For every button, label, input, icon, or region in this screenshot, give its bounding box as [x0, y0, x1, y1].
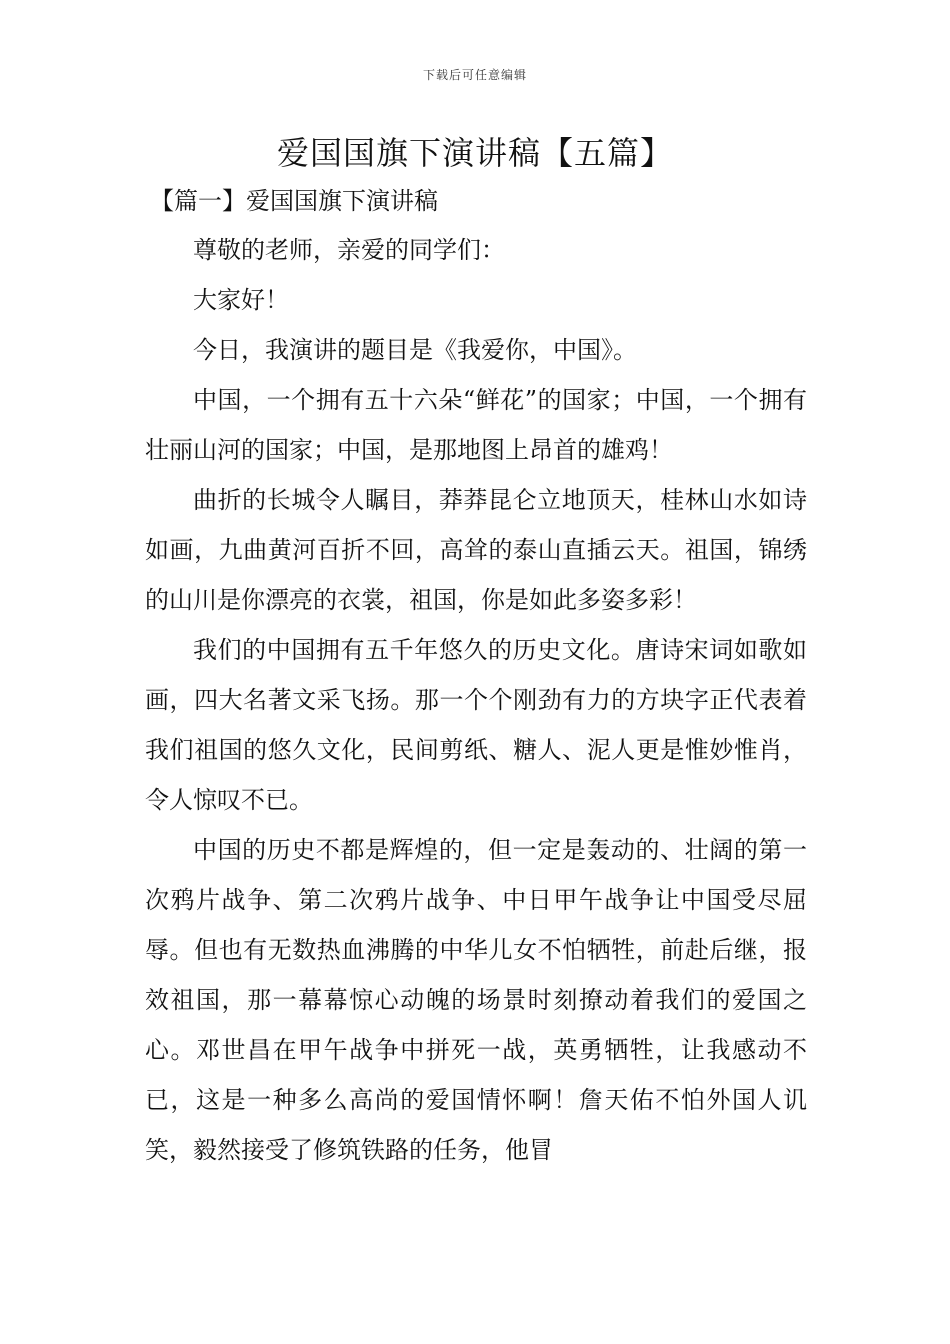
paragraph: 曲折的长城令人瞩目，莽莽昆仑立地顶天，桂林山水如诗如画，九曲黄河百折不回，高耸的泰山直插云天。祖国，锦绣的山川是你漂亮的衣裳，祖国，你是如此多姿多彩！ — [145, 486, 807, 614]
document-body — [145, 225, 807, 1175]
paragraph: 中国，一个拥有五十六朵“鲜花”的国家；中国，一个拥有壮丽山河的国家；中国，是那地图上昂首的雄鸡！ — [145, 386, 807, 464]
paragraph-greeting: 大家好！ — [193, 286, 289, 314]
paragraph-topic: 今日，我演讲的题目是《我爱你，中国》。 — [193, 336, 637, 364]
paragraph-salutation: 尊敬的老师，亲爱的同学们： — [193, 236, 505, 264]
document-title: 爱国国旗下演讲稿【五篇】 — [276, 134, 673, 172]
section-title: 【篇一】爱国国旗下演讲稿 — [150, 187, 438, 215]
paragraph: 我们的中国拥有五千年悠久的历史文化。唐诗宋词如歌如画，四大名著文采飞扬。那一个个刚劲有力的方块字正代表着我们祖国的悠久文化，民间剪纸、糖人、泥人更是惟妙惟肖，令人惊叹不已。 — [145, 636, 807, 814]
header-note: 下载后可任意编辑 — [422, 68, 527, 82]
paragraph: 中国的历史不都是辉煌的，但一定是轰动的、壮阔的第一次鸦片战争、第二次鸦片战争、中日甲午战争让中国受尽屈辱。但也有无数热血沸腾的中华儿女不怕牺牲，前赴后继，报效祖国，那一幕幕惊心动魄的场景时刻撩动着我们的爱国之心。邓世昌在甲午战争中拼死一战，英勇牺牲，让我感动不已，这是一种多么高尚的爱国情怀啊！詹天佑不怕外国人讥笑，毅然接受了修筑铁路的任务，他冒 — [145, 836, 807, 1164]
